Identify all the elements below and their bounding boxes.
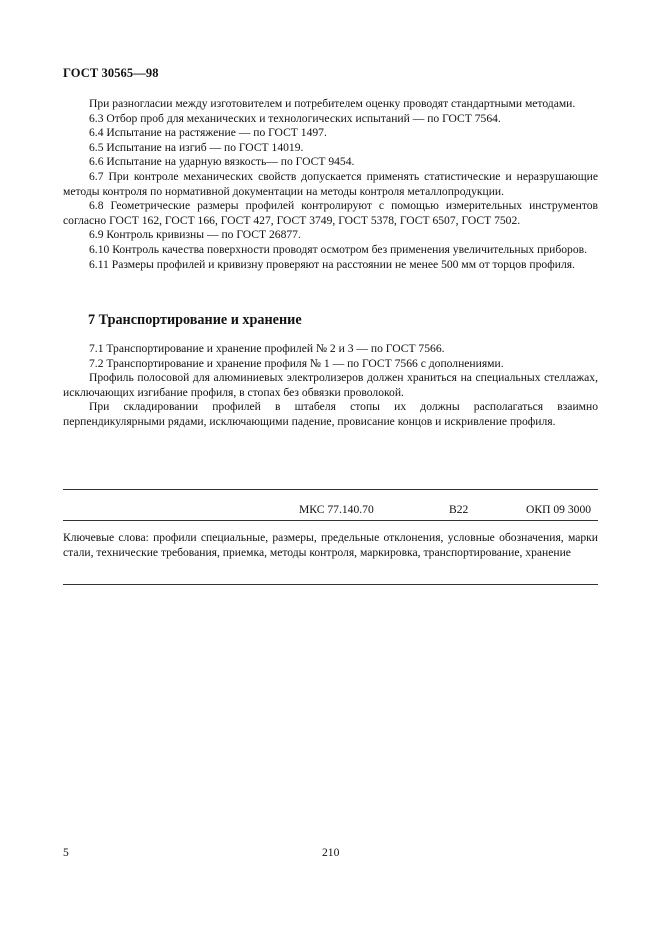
top-divider	[63, 489, 598, 490]
paragraph-6-11: 6.11 Размеры профилей и кривизну проверяют на расстоянии не менее 500 мм от торцов профиля.	[89, 257, 575, 271]
paragraph-6-3: 6.3 Отбор проб для механических и технологических испытаний — по ГОСТ 7564.	[89, 111, 501, 125]
paragraph-6-8: 6.8 Геометрические размеры профилей контролируют с помощью измерительных инструментов согласно ГОСТ 162, ГОСТ 166, ГОСТ 427, ГОСТ 3749, ГОСТ 5378, ГОСТ 6507, ГОСТ 7502.	[63, 199, 598, 227]
middle-divider	[63, 520, 598, 521]
paragraph-7-1: 7.1 Транспортирование и хранение профилей № 2 и 3 — по ГОСТ 7566.	[89, 342, 445, 355]
document-code-header: ГОСТ 30565—98	[63, 66, 159, 80]
keywords-text: Ключевые слова: профили специальные, размеры, предельные отклонения, условные обозначения, марки стали, технические требования, приемка, методы контроля, маркировка, транспортирование, хранение	[63, 531, 598, 559]
paragraph-6-9: 6.9 Контроль кривизны — по ГОСТ 26877.	[89, 228, 301, 242]
group-code: В22	[449, 503, 469, 516]
mks-code: МКС 77.140.70	[299, 503, 374, 516]
okp-code: ОКП 09 3000	[526, 503, 592, 516]
section-6-body	[63, 97, 598, 272]
section-7-body	[63, 342, 598, 430]
paragraph-6-5: 6.5 Испытание на изгиб — по ГОСТ 14019.	[89, 140, 304, 154]
page-number-left: 5	[63, 846, 69, 859]
paragraph-6-6: 6.6 Испытание на ударную вязкость— по ГОСТ 9454.	[89, 155, 355, 169]
page-number-center: 210	[322, 846, 340, 859]
paragraph-6-7: 6.7 При контроле механических свойств допускается применять статистические и неразрушающие методы контроля по нормативной документации на методы контроля металлопродукции.	[63, 169, 598, 198]
paragraph-7-2: 7.2 Транспортирование и хранение профиля № 1 — по ГОСТ 7566 с дополнениями.	[89, 356, 504, 370]
keywords-block	[63, 531, 598, 560]
paragraph-disagreement: При разногласии между изготовителем и потребителем оценку проводят стандартными методами.	[89, 97, 576, 110]
paragraph-6-4: 6.4 Испытание на растяжение — по ГОСТ 1497.	[89, 126, 327, 140]
paragraph-stacking: При складировании профилей в штабеля стопы их должны располагаться взаимно перпендикулярными рядами, исключающими падение, провисание концов и искривление профиля.	[63, 400, 598, 428]
paragraph-storage-racks: Профиль полосовой для алюминиевых электролизеров должен храниться на специальных стеллажах, исключающих изгибание профиля, в стопах без обвязки проволокой.	[63, 371, 598, 399]
section-7-title: 7 Транспортирование и хранение	[88, 312, 302, 328]
bottom-divider	[63, 584, 598, 585]
paragraph-6-10: 6.10 Контроль качества поверхности проводят осмотром без применения увеличительных приборов.	[89, 242, 587, 256]
